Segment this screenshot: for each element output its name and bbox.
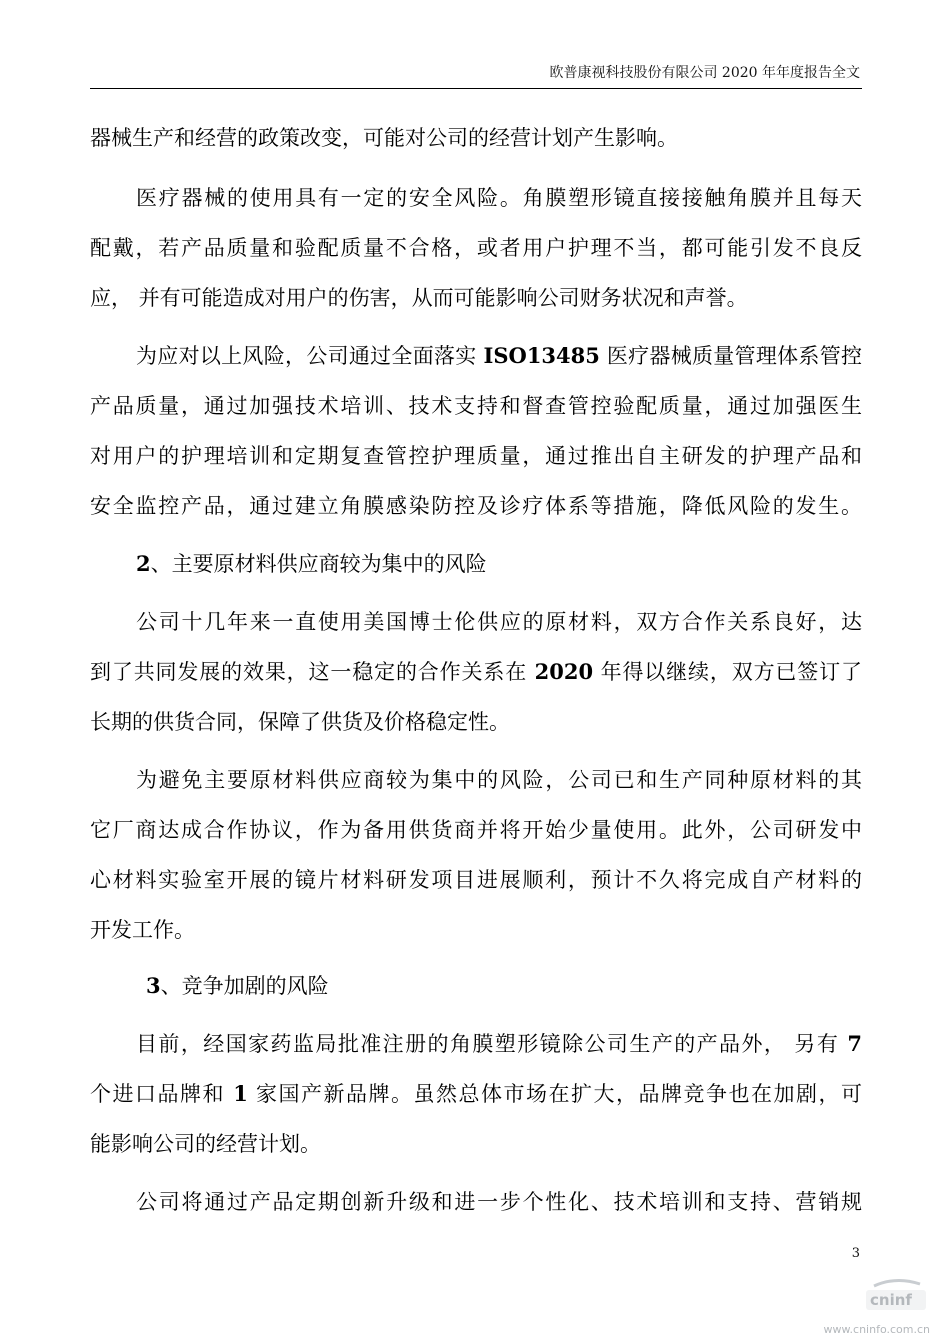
- text-run: 公司十几年来一直使用美国博士伦供应的原材料，双方合作关系良好，达: [136, 610, 862, 634]
- text-run: 医疗器械质量管理体系管控: [599, 344, 862, 368]
- paragraph-line: [90, 602, 862, 642]
- year-value: 2020: [534, 659, 594, 684]
- text-run: 目前，经国家药监局批准注册的角膜塑形镜除公司生产的产品外， 另有: [136, 1032, 848, 1056]
- text-run: 它厂商达成合作协议，作为备用供货商并将开始少量使用。此外，公司研发中: [90, 818, 862, 842]
- text-run: 到了共同发展的效果，这一稳定的合作关系在: [90, 660, 535, 684]
- paragraph-line: [90, 652, 862, 692]
- text-run: 开发工作。: [90, 918, 195, 942]
- text-run: 医疗器械的使用具有一定的安全风险。角膜塑形镜直接接触角膜并且每天: [136, 186, 862, 210]
- text-run: 对用户的护理培训和定期复查管控护理质量，通过推出自主研发的护理产品和: [90, 444, 862, 468]
- cninfo-logo-icon: [864, 1278, 928, 1312]
- import-brand-count: 7: [847, 1031, 862, 1056]
- paragraph-line: [90, 1124, 862, 1164]
- text-run: 心材料实验室开展的镜片材料研发项目进展顺利，预计不久将完成自产材料的: [90, 868, 862, 892]
- section-title: 、主要原材料供应商较为集中的风险: [150, 552, 487, 576]
- header-divider: [90, 88, 862, 89]
- paragraph-line: [90, 1074, 862, 1114]
- paragraph-line: [90, 336, 862, 376]
- section-number: 2: [136, 551, 151, 576]
- paragraph-line: [90, 810, 862, 850]
- watermark-site: www.cninfo.com.cn: [823, 1323, 930, 1336]
- paragraph-line: [90, 178, 862, 218]
- section-number: 3: [146, 973, 161, 998]
- text-run: 能影响公司的经营计划。: [90, 1132, 321, 1156]
- text-run: 应， 并有可能造成对用户的伤害，从而可能影响公司财务状况和声誉。: [90, 286, 748, 310]
- paragraph-line: [90, 1182, 862, 1222]
- text-run: 安全监控产品，通过建立角膜感染防控及诊疗体系等措施，降低风险的发生。: [90, 494, 862, 518]
- text-run: 配戴，若产品质量和验配质量不合格，或者用户护理不当，都可能引发不良反: [90, 236, 862, 260]
- text-run: 个进口品牌和: [90, 1082, 234, 1106]
- text-run: 长期的供货合同，保障了供货及价格稳定性。: [90, 710, 510, 734]
- text-run: 为避免主要原材料供应商较为集中的风险，公司已和生产同种原材料的其: [136, 768, 862, 792]
- text-run: 家国产新品牌。虽然总体市场在扩大，品牌竞争也在加剧，可: [247, 1082, 862, 1106]
- paragraph-line: [90, 760, 862, 800]
- page-header-title: 欧普康视科技股份有限公司 2020 年年度报告全文: [549, 65, 860, 81]
- paragraph-line: [90, 1024, 862, 1064]
- svg-text:cninf: cninf: [870, 1291, 912, 1309]
- cninfo-watermark: [820, 1278, 930, 1336]
- text-run: 为应对以上风险，公司通过全面落实: [136, 344, 484, 368]
- text-run: 器械生产和经营的政策改变，可能对公司的经营计划产生影响。: [90, 126, 678, 150]
- paragraph-line: [90, 436, 862, 476]
- paragraph-line: [90, 118, 862, 158]
- text-run: 公司将通过产品定期创新升级和进一步个性化、技术培训和支持、营销规: [136, 1190, 862, 1214]
- section-heading: [90, 966, 862, 1006]
- page-number: 3: [851, 1246, 860, 1261]
- paragraph-line: [90, 702, 862, 742]
- text-run: 产品质量，通过加强技术培训、技术支持和督查管控验配质量，通过加强医生: [90, 394, 862, 418]
- paragraph-line: [90, 860, 862, 900]
- paragraph-line: [90, 228, 862, 268]
- paragraph-line: [90, 278, 862, 318]
- standard-code: ISO13485: [483, 343, 600, 368]
- text-run: 年得以继续，双方已签订了: [593, 660, 862, 684]
- section-title: 、竞争加剧的风险: [160, 974, 329, 998]
- section-heading: [90, 544, 862, 584]
- paragraph-line: [90, 486, 862, 526]
- paragraph-line: [90, 386, 862, 426]
- domestic-brand-count: 1: [233, 1081, 248, 1106]
- paragraph-line: [90, 910, 862, 950]
